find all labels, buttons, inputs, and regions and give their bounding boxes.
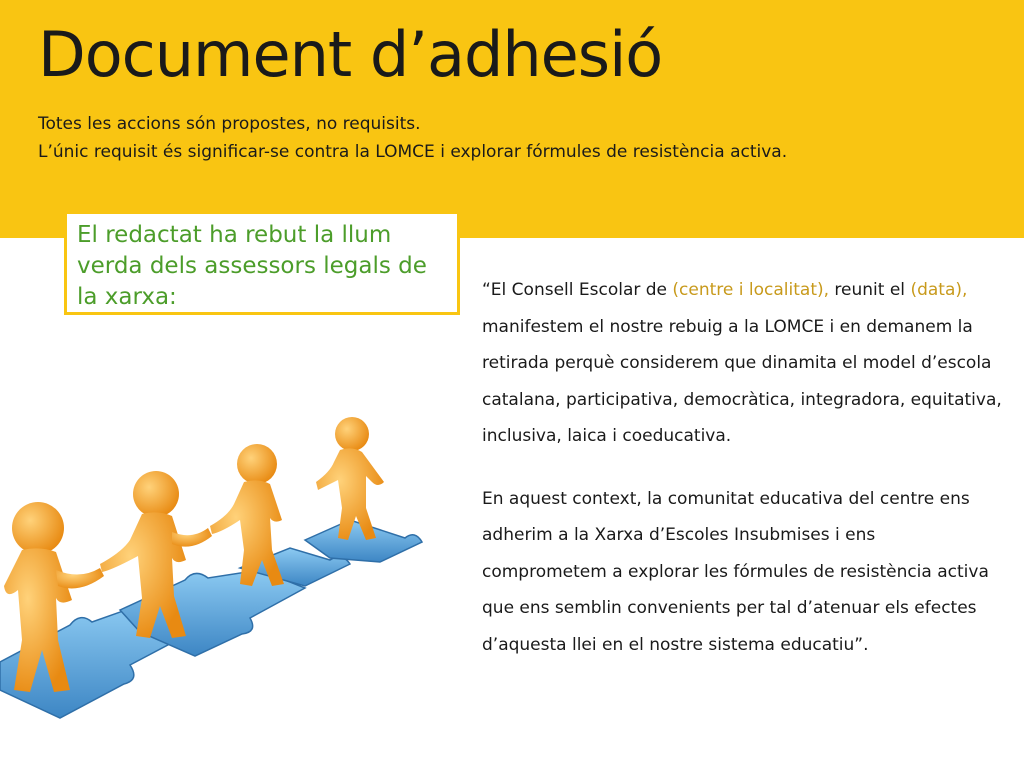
subtitle xyxy=(38,110,787,166)
quote-text: manifestem el nostre rebuig a la LOMCE i en demanem la retirada perquè considerem que dinamita el model d’escola catalana, participativa, democràtica, integradora, equitativa, inclusiva, laica i coeducativa. xyxy=(482,316,1002,446)
adhesion-quote xyxy=(482,272,1002,663)
quote-paragraph-1 xyxy=(482,272,1002,455)
quote-text: “El Consell Escolar de xyxy=(482,280,673,300)
people-on-puzzle-icon xyxy=(0,400,470,768)
quote-paragraph-2: En aquest context, la comunitat educativa del centre ens adherim a la Xarxa d’Escoles Insubmises i ens comprometem a explorar les fórmules de resistència activa que ens semblin convenients per tal d’atenuar els efectes d’aquesta llei en el nostre sistema educatiu”. xyxy=(482,488,989,655)
placeholder-centre-localitat: (centre i localitat), xyxy=(672,280,830,300)
page-title: Document d’adhesió xyxy=(38,18,663,91)
placeholder-data: (data), xyxy=(910,280,968,300)
subtitle-line-2: L’únic requisit és significar-se contra la LOMCE i explorar fórmules de resistència activa. xyxy=(38,142,788,162)
legal-approval-callout: El redactat ha rebut la llum verda dels assessors legals de la xarxa: xyxy=(64,211,460,315)
subtitle-line-1: Totes les accions són propostes, no requisits. xyxy=(38,114,421,134)
quote-text: reunit el xyxy=(829,280,911,300)
